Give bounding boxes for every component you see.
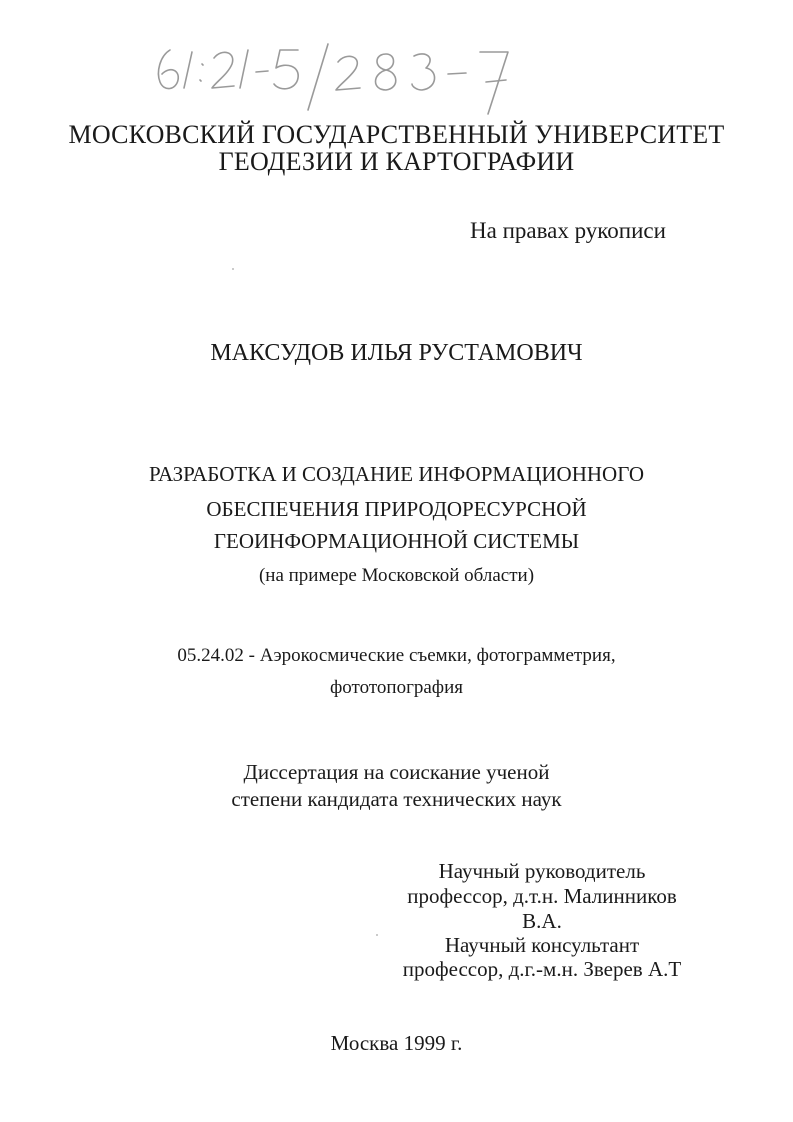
specialty-code-line-1: 05.24.02 - Аэрокосмические съемки, фотограмметрия, <box>177 645 616 666</box>
specialty-code-line-2: фототопография <box>329 677 464 698</box>
city-and-year: Москва 1999 г. <box>330 1031 463 1055</box>
supervisor-heading: Научный руководитель <box>438 859 646 883</box>
thesis-title-line-3: ГЕОИНФОРМАЦИОННОЙ СИСТЕМЫ <box>213 529 580 553</box>
thesis-title-line-1: РАЗРАБОТКА И СОЗДАНИЕ ИНФОРМАЦИОННОГО <box>148 462 644 486</box>
manuscript-rights-note: На правах рукописи <box>470 218 666 243</box>
author-name: МАКСУДОВ ИЛЬЯ РУСТАМОВИЧ <box>210 340 583 366</box>
thesis-title-line-2: ОБЕСПЕЧЕНИЯ ПРИРОДОРЕСУРСНОЙ <box>206 497 587 521</box>
degree-statement-line-2: степени кандидата технических наук <box>231 787 562 811</box>
consultant-name: профессор, д.г.-м.н. Зверев А.Т <box>402 957 682 981</box>
university-name-line-2: ГЕОДЕЗИИ И КАРТОГРАФИИ <box>218 147 575 176</box>
supervisor-initials: В.А. <box>522 909 562 933</box>
scan-speck <box>232 268 234 270</box>
scan-speck <box>376 934 378 936</box>
degree-statement-line-1: Диссертация на соискание ученой <box>243 760 550 784</box>
thesis-subtitle: (на примере Московской области) <box>258 565 535 586</box>
handwritten-archive-mark <box>130 22 570 132</box>
university-name-line-1: МОСКОВСКИЙ ГОСУДАРСТВЕННЫЙ УНИВЕРСИТЕТ <box>68 120 725 149</box>
consultant-heading: Научный консультант <box>444 933 640 957</box>
supervisor-name: профессор, д.т.н. Малинников <box>407 884 677 908</box>
